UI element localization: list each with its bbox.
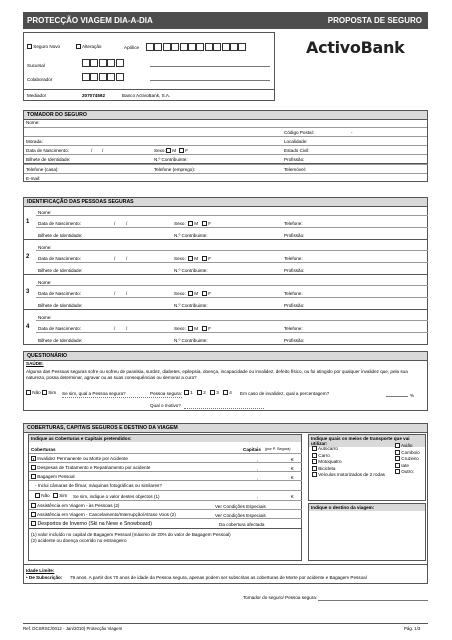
header-bar xyxy=(23,12,428,29)
capital-euro: € xyxy=(291,465,294,471)
pessoa-segura-block xyxy=(24,310,428,345)
pessoa-2-option[interactable]: 2 xyxy=(197,390,206,395)
meio-option[interactable] xyxy=(312,466,335,471)
pessoa-data-label: Data de Nascimento: xyxy=(38,291,81,296)
se-sim-label: Se sim, qual a Pessoa segura? xyxy=(62,390,126,396)
pessoa-sexo-label: Sexo: xyxy=(174,326,186,331)
pessoa-nome-label: Nome: xyxy=(38,280,52,285)
tomador-tel-casa-label: Telefone (casa): xyxy=(26,167,59,172)
activobank-logo: ActivoBank xyxy=(306,38,405,57)
idade-text: 79 anos. A partir dos 70 anos de idade da Pessoa segura, apenas podem ser subscritas as coberturas de Morte por acidente e Bagagem Pessoal xyxy=(70,575,367,580)
mediador-number: 207074592 xyxy=(82,93,105,98)
pessoa-sexo-f[interactable]: F xyxy=(202,326,211,331)
pessoa-nif-label: N.º Contribuinte: xyxy=(174,233,208,238)
meio-label: Autocarro xyxy=(318,446,338,451)
coberturas-indique-label: Indique as Coberturas e Capitais pretendidos: xyxy=(29,435,301,442)
pessoa-segura-label: Pessoa segura: xyxy=(150,390,182,396)
cobertura-label: Bagagem Pessoal xyxy=(37,474,75,479)
meio-label: Bicicleta xyxy=(318,465,336,471)
pessoa-telefone-label: Telefone: xyxy=(284,221,303,226)
alteracao-option[interactable] xyxy=(76,44,101,49)
cobertura-option[interactable] xyxy=(31,474,75,479)
date-slash: / xyxy=(114,291,116,296)
tomador-nome-label: Nome: xyxy=(26,120,40,125)
alteracao-checkbox[interactable] xyxy=(76,44,81,49)
pessoa-sexo-m[interactable]: M xyxy=(188,326,198,331)
cobertura-checkbox[interactable] xyxy=(31,465,36,470)
desportos-option[interactable]: Desportos de Inverno (Ski na Neve e Snowboard) xyxy=(31,521,152,527)
tomador-estado-civil-label: Estado Civil: xyxy=(284,148,310,153)
tomador-sexo-m[interactable]: M xyxy=(166,148,176,153)
idade-section xyxy=(23,564,428,584)
col-coberturas: Coberturas xyxy=(31,447,56,452)
saude-question: Alguma das Pessoas seguras sofre ou sofreu de paralisia, surdez, diabetes, epilepsia, doença, incapacidade ou invalidez, defeito físico, ou foi atingido por qualquer invalidez que, pela sua natureza, possa determinar, agravar ou as suas consequências ou demorar a cura? xyxy=(26,369,408,380)
coberturas-section xyxy=(23,431,428,565)
pct-sign: % xyxy=(410,393,415,398)
tomador-tel-emprego-label: Telefone (emprego): xyxy=(154,167,196,172)
meio-label: Cruzeiro xyxy=(401,456,419,461)
footer-page: Pág. 1/3 xyxy=(404,626,421,631)
meios-box xyxy=(308,434,426,501)
pessoa-1-option[interactable]: 1 xyxy=(184,390,193,395)
capital-comma: , xyxy=(257,456,259,462)
date-slash: / xyxy=(126,291,128,296)
destino-title: Indique o destino da viagem: xyxy=(309,504,425,511)
date-slash: / xyxy=(126,326,128,331)
seguro-novo-option[interactable] xyxy=(27,44,60,49)
saude-nao-option[interactable]: Não xyxy=(26,390,41,395)
colaborador-name-line[interactable] xyxy=(150,80,270,81)
meio-option[interactable] xyxy=(395,463,409,468)
assist-cancelamento-option[interactable]: Assistência em Viagem - Cancelamento/Interrupção/Atraso Voos (2) xyxy=(31,512,176,517)
note-1: (1) valor incluído no capital de Bagagem Pessoal (máximo de 20% do valor de Bagagem Pessoal) xyxy=(31,532,231,537)
pessoa-profissao-label: Profissão: xyxy=(284,338,305,343)
cobertura-row xyxy=(29,463,302,472)
pessoa-number: 4 xyxy=(26,324,30,330)
inclui-comma: , xyxy=(257,493,259,499)
meio-option[interactable] xyxy=(312,446,338,451)
pessoa-sexo-m[interactable]: M xyxy=(188,291,198,296)
pessoa-nif-label: N.º Contribuinte: xyxy=(174,303,208,308)
tomador-localidade-label: Localidade: xyxy=(284,139,308,144)
tomador-cp-dash: - xyxy=(351,130,353,135)
meio-option[interactable] xyxy=(312,472,385,477)
pessoa-nome-label: Nome: xyxy=(38,210,52,215)
mediador-label: Mediador xyxy=(27,93,47,98)
pessoa-sexo-label: Sexo: xyxy=(174,221,186,226)
cobertura-option[interactable] xyxy=(31,456,128,461)
inclui-valor-label: Se sim, indique o valor destes objectos (1) xyxy=(73,493,160,499)
capital-comma: , xyxy=(257,465,259,471)
motivo-label: Qual o motivo? xyxy=(150,403,181,408)
meio-label: Outro: xyxy=(401,469,415,474)
signature-line[interactable] xyxy=(318,600,428,601)
meio-label: Motoquatro xyxy=(318,459,342,464)
ver-condicoes-2: Ver Condições Especiais xyxy=(215,512,266,518)
meio-option[interactable] xyxy=(395,443,412,448)
top-info-box xyxy=(23,32,275,101)
cobertura-row xyxy=(29,454,302,463)
pessoa-data-label: Data de Nascimento: xyxy=(38,221,81,226)
note-2: (2) acidente ou doença ocorrido no estrangeiro xyxy=(31,538,127,543)
sucursal-label: Sucursal xyxy=(27,63,45,68)
cobertura-label: Invalidez Permanente ou Morte por Acidente xyxy=(37,456,128,461)
tomador-section-title: TOMADOR DO SEGURO xyxy=(23,110,428,120)
destino-box xyxy=(308,503,426,561)
pessoa-bi-label: Bilhete de Identidade: xyxy=(38,233,83,238)
assist-pessoas-option[interactable]: Assistência em Viagem - às Pessoas (2) xyxy=(31,503,119,508)
ver-condicoes-1: Ver Condições Especiais xyxy=(215,503,266,509)
pessoa-4-option[interactable]: 4 xyxy=(223,390,232,395)
inclui-question: - Inclui câmaras de filmar, máquinas fotográficas ou similares? xyxy=(35,483,162,488)
pessoa-sexo-f[interactable]: F xyxy=(202,291,211,296)
pessoa-3-option[interactable]: 3 xyxy=(210,390,219,395)
capital-comma: , xyxy=(257,474,259,480)
meio-label: Iate xyxy=(401,462,409,468)
saude-sim-option[interactable]: Sim xyxy=(42,390,56,395)
meio-label: Veículos motorizados de 2 rodas xyxy=(318,472,385,477)
date-slash: / xyxy=(91,148,93,153)
inclui-sim-option[interactable]: Sim xyxy=(53,493,67,498)
tomador-email-label: E-mail: xyxy=(26,176,41,181)
cobertura-label: Despesas de Tratamento e Repatriamento por acidente xyxy=(37,465,151,470)
pessoa-bi-label: Bilhete de Identidade: xyxy=(38,338,83,343)
questionario-section-title: QUESTIONÁRIO xyxy=(23,351,428,361)
date-slash: / xyxy=(102,148,104,153)
colaborador-cells[interactable] xyxy=(82,73,124,82)
footer-ref: Ref. DCSRSC/0012 - Jan/2010) Protecção Viagem xyxy=(23,626,123,631)
meio-label: Comboio xyxy=(401,449,420,455)
cobertura-option[interactable] xyxy=(31,465,150,470)
pessoa-telefone-label: Telefone: xyxy=(284,291,303,296)
questionario-section xyxy=(23,359,428,411)
saude-label: SAÚDE: xyxy=(26,361,44,366)
tomador-sexo-label: Sexo: xyxy=(154,148,166,153)
tomador-data-label: Data de Nascimento: xyxy=(26,148,69,153)
capital-euro: € xyxy=(291,474,294,480)
seguro-novo-label: Seguro Novo xyxy=(33,44,61,49)
pessoa-sexo-m[interactable]: M xyxy=(188,256,198,261)
coberturas-section-title: COBERTURAS, CAPITAIS SEGUROS E DESTINO DA VIAGEM xyxy=(23,423,428,433)
date-slash: / xyxy=(126,221,128,226)
tomador-nif-label: N.º Contribuinte: xyxy=(154,157,188,162)
signature-label: Tomador do seguro/ Pessoa segura: xyxy=(243,595,318,600)
apolice-label: Apólice xyxy=(124,45,140,50)
sucursal-cells[interactable] xyxy=(82,59,124,68)
date-slash: / xyxy=(126,256,128,261)
pessoas-section xyxy=(23,205,428,345)
motivo-line[interactable] xyxy=(184,408,264,409)
tomador-contacts xyxy=(23,164,428,182)
pessoa-number: 1 xyxy=(26,219,30,225)
date-slash: / xyxy=(114,221,116,226)
cobertura-afectada: Da cobertura afectada xyxy=(219,522,265,527)
meio-option[interactable] xyxy=(395,469,414,474)
pessoa-bi-label: Bilhete de Identidade: xyxy=(38,268,83,273)
idade-title: Idade Limite: xyxy=(26,568,55,573)
meio-option[interactable] xyxy=(395,456,419,461)
meio-label: Carro xyxy=(318,452,330,458)
col-capitais-note: (por P. Segura) xyxy=(265,447,291,451)
tomador-profissao-label: Profissão: xyxy=(284,157,305,162)
tomador-sexo-f[interactable]: F xyxy=(179,148,188,153)
inclui-euro: € xyxy=(291,493,294,499)
cobertura-checkbox[interactable] xyxy=(31,456,36,461)
invalidez-label: Em caso de invalidez, qual a percentagem? xyxy=(240,390,330,396)
form-subtitle: PROPOSTA DE SEGURO xyxy=(327,16,422,25)
colaborador-label: Colaborador xyxy=(27,77,53,82)
pessoa-sexo-m[interactable]: M xyxy=(188,221,198,226)
col-capitais: Capitais xyxy=(243,447,261,452)
apolice-number-cells[interactable] xyxy=(146,43,247,52)
meio-option[interactable] xyxy=(312,459,342,464)
pessoa-segura-block xyxy=(24,240,428,275)
meio-option[interactable] xyxy=(312,453,330,458)
footer-rule xyxy=(23,623,428,624)
pessoa-segura-block xyxy=(24,205,428,240)
capital-euro: € xyxy=(291,456,294,462)
pessoa-nome-label: Nome: xyxy=(38,315,52,320)
pessoa-data-label: Data de Nascimento: xyxy=(38,256,81,261)
meio-label: Avião xyxy=(401,443,413,448)
date-slash: / xyxy=(114,326,116,331)
pessoas-section-title: IDENTIFICAÇÃO DAS PESSOAS SEGURAS xyxy=(23,197,428,207)
pessoa-data-label: Data de Nascimento: xyxy=(38,326,81,331)
se-sim-line[interactable] xyxy=(62,397,182,398)
pessoa-sexo-label: Sexo: xyxy=(174,256,186,261)
alteracao-label: Alteração xyxy=(82,44,102,49)
mediador-name: Banco ActivoBank, S.A. xyxy=(122,93,171,98)
meios-title: Indique quais os meios de transporte que vai utilizar: xyxy=(309,435,425,447)
tomador-section xyxy=(23,118,428,164)
pessoa-nif-label: N.º Contribuinte: xyxy=(174,338,208,343)
pessoa-sexo-f[interactable]: F xyxy=(202,221,211,226)
pessoa-nif-label: N.º Contribuinte: xyxy=(174,268,208,273)
tomador-bi-label: Bilhete de Identidade: xyxy=(26,157,71,162)
invalidez-pct-line[interactable] xyxy=(386,396,408,397)
meio-option[interactable] xyxy=(395,450,420,455)
pessoa-telefone-label: Telefone: xyxy=(284,326,303,331)
sucursal-name-line[interactable] xyxy=(150,66,270,67)
pessoa-profissao-label: Profissão: xyxy=(284,233,305,238)
pessoa-bi-label: Bilhete de Identidade: xyxy=(38,303,83,308)
coberturas-box xyxy=(28,434,302,561)
pessoa-number: 2 xyxy=(26,254,30,260)
tomador-telemovel-label: Telemóvel: xyxy=(284,167,306,172)
inclui-nao-option[interactable]: Não xyxy=(35,493,50,498)
pessoa-segura-block xyxy=(24,275,428,310)
tomador-morada-label: Morada: xyxy=(26,139,43,144)
pessoa-telefone-label: Telefone: xyxy=(284,256,303,261)
pessoa-nome-label: Nome: xyxy=(38,245,52,250)
tomador-cp-label: Código Postal: xyxy=(284,130,314,135)
pessoa-profissao-label: Profissão: xyxy=(284,268,305,273)
pessoa-sexo-label: Sexo: xyxy=(174,291,186,296)
cobertura-row xyxy=(29,472,302,481)
pessoa-sexo-f[interactable]: F xyxy=(202,256,211,261)
form-title: PROTECÇÃO VIAGEM DIA-A-DIA xyxy=(27,16,153,25)
idade-bullet: • De Subscrição: xyxy=(26,575,63,580)
pessoa-profissao-label: Profissão: xyxy=(284,303,305,308)
date-slash: / xyxy=(114,256,116,261)
seguro-novo-checkbox[interactable] xyxy=(27,44,32,49)
cobertura-checkbox[interactable] xyxy=(31,474,36,479)
pessoa-number: 3 xyxy=(26,289,30,295)
